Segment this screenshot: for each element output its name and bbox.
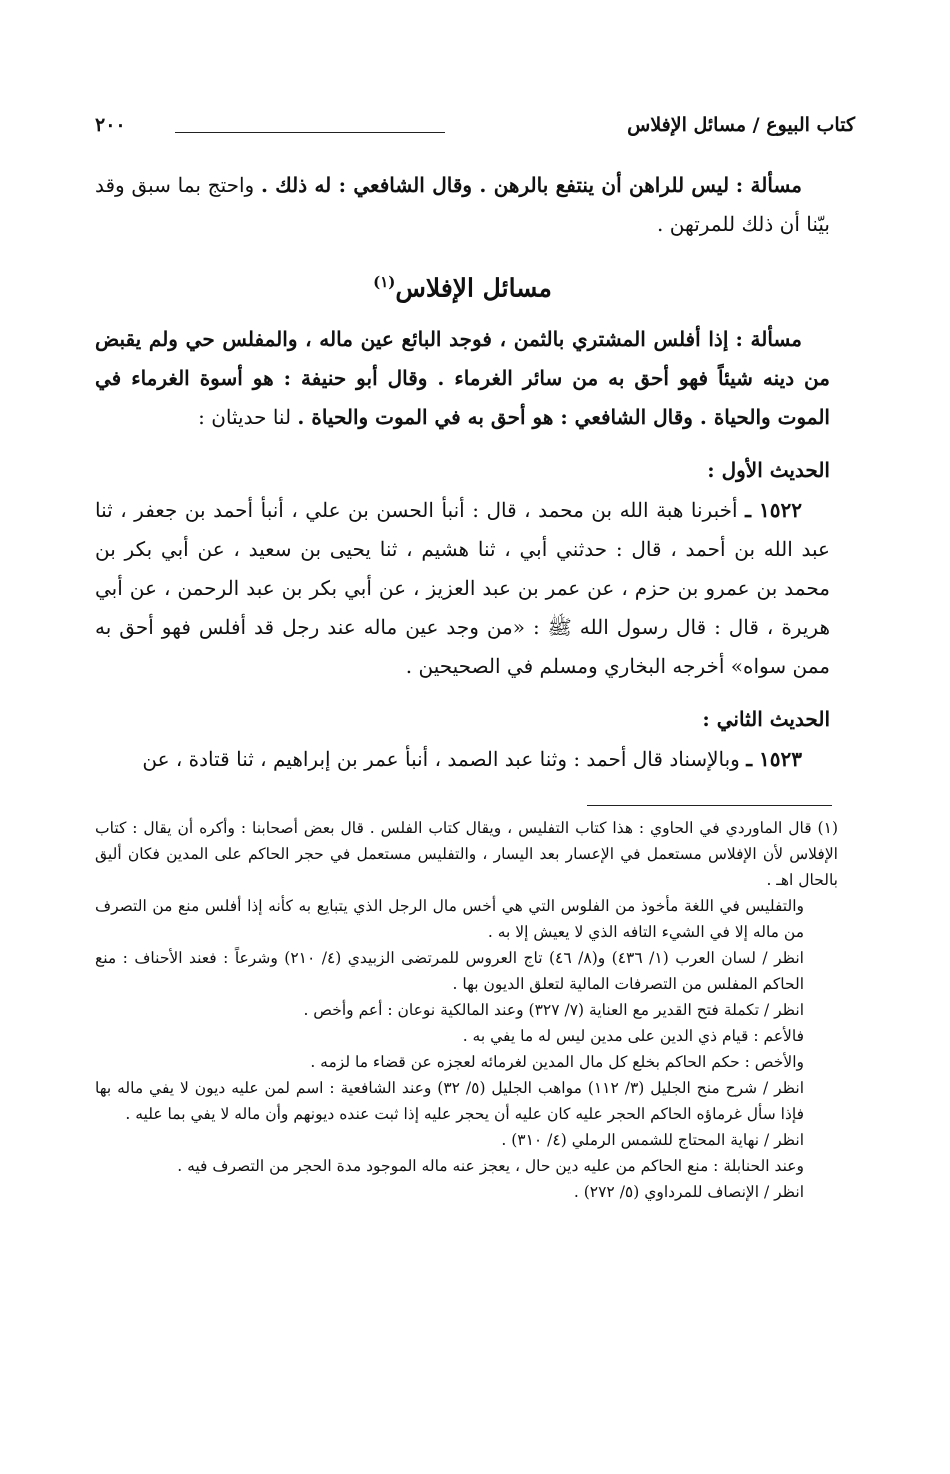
intro-label: مسألة : <box>735 173 802 197</box>
intro-text-bold: ليس للراهن أن ينتفع بالرهن . وقال الشافعي : له ذلك . <box>260 173 730 197</box>
hadith1-text: أخبرنا هبة الله بن محمد ، قال : أنبأ الحسن بن علي ، أنبأ أحمد بن جعفر ، ثنا عبد الله بن أحمد ، قال : حدثني أبي ، ثنا هشيم ، ثنا يحيى بن سعيد ، عن أبي بكر بن محمد بن عمرو بن حزم ، عن عمر بن عبد العزيز ، عن أبي بكر بن عبد الرحمن ، عن أبي هريرة ، قال : قال رسول الله ﷺ : «من وجد عين ماله عند رجل قد أفلس فهو أحق به ممن سواه» أخرجه البخاري ومسلم في الصحيحين . <box>95 498 830 679</box>
section-note-ref: (١) <box>373 273 396 291</box>
running-title: كتاب البيوع / مسائل الإفلاس <box>627 114 855 136</box>
footnote-1 <box>95 815 838 893</box>
footnote-paragraph: انظر / تكملة فتح القدير مع العناية (٧/ ٣٢٧) وعند المالكية نوعان : أعم وأخص . <box>303 1001 804 1019</box>
hadith1-heading: الحديث الأول : <box>707 458 830 483</box>
footnote-paragraph: انظر / لسان العرب (١/ ٤٣٦) و(٨/ ٤٦) تاج العروس للمرتضى الزبيدي (٤/ ٢١٠) وشرعاً : فعند الأحناف : منع الحاكم المفلس من التصرفات المالية لتعلق الديون بها . <box>95 949 804 993</box>
issue-paragraph <box>95 320 830 437</box>
footnote-paragraph: انظر / نهاية المحتاج للشمس الرملي (٤/ ٣١٠) . <box>501 1131 804 1149</box>
hadith2-heading: الحديث الثاني : <box>702 707 830 732</box>
page-number: ٢٠٠ <box>95 114 126 136</box>
intro-paragraph <box>95 166 830 244</box>
footnote-paragraph: والتفليس في اللغة مأخوذ من الفلوس التي هي أخس مال الرجل الذي يتبايع به كأنه إذا أفلس منع من التصرف من ماله إلا في الشيء التافه الذي لا يعيش إلا به . <box>95 897 804 941</box>
header-rule <box>175 132 445 133</box>
footnote-paragraph: انظر / الإنصاف للمرداوي (٥/ ٢٧٢) . <box>573 1183 804 1201</box>
section-title-text: مسائل الإفلاس <box>395 273 552 303</box>
hadith2-paragraph <box>95 740 830 779</box>
running-header <box>95 114 855 144</box>
footnote-paragraph: وعند الحنابلة : منع الحاكم من عليه دين حال ، يعجز عنه ماله الموجود مدة الحجر من التصرف فيه . <box>177 1157 804 1175</box>
footnote-rule <box>587 805 832 806</box>
section-title <box>95 262 830 308</box>
footnote-paragraph: انظر / شرح منح الجليل (٣/ ١١٢) مواهب الجليل (٥/ ٣٢) وعند الشافعية : اسم لمن عليه ديون لا يفي ماله بها فإذا سأل غرماؤه الحاكم الحجر عليه كان عليه أن يحجر عليه إذا ثبت عنده ديونهم وأن ماله لا يفي بما عليه . <box>95 1079 805 1123</box>
issue-tail: لنا حديثان : <box>198 405 292 430</box>
main-text <box>95 166 830 779</box>
footnotes <box>95 815 838 1205</box>
footnote-paragraph: والأخص : حكم الحاكم بخلع كل مال المدين لغرمائه لعجزه عن قضاء ما لزمه . <box>310 1053 804 1071</box>
hadith1-number: ١٥٢٢ ـ <box>745 498 802 523</box>
footnote-mark: (١) <box>817 819 838 837</box>
hadith2-text: وبالإسناد قال أحمد : وثنا عبد الصمد ، أنبأ عمر بن إبراهيم ، ثنا قتادة ، عن <box>142 747 740 772</box>
hadith1-paragraph <box>95 491 830 686</box>
intro-text: واحتج بما سبق وقد بيّنا أن ذلك للمرتهن . <box>95 173 830 236</box>
hadith2-number: ١٥٢٣ ـ <box>746 747 802 772</box>
footnote-paragraph: فالأعم : قيام ذي الدين على مدين ليس له ما يفي به . <box>462 1027 804 1045</box>
issue-text: إذا أفلس المشتري بالثمن ، فوجد البائع عين ماله ، والمفلس حي ولم يقبض من دينه شيئاً فهو أحق به من سائر الغرماء . وقال أبو حنيفة : هو أسوة الغرماء في الموت والحياة . وقال الشافعي : هو أحق به في الموت والحياة . <box>95 327 830 430</box>
footnote-text: قال الماوردي في الحاوي : هذا كتاب التفليس ، ويقال كتاب الفلس . قال بعض أصحابنا : وأكره أن يقال : كتاب الإفلاس لأن الإفلاس مستعمل في الإعسار بعد اليسار ، والتفليس مستعمل في حجر الحاكم على المدين فكان أليق بالحال اهـ . <box>95 819 838 889</box>
issue-label: مسألة : <box>735 327 802 352</box>
